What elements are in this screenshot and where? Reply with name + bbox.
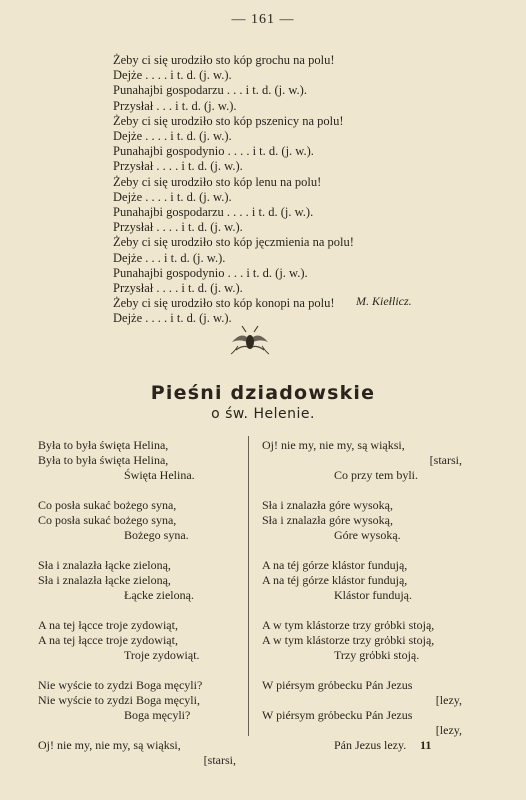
stanza	[262, 618, 462, 663]
verse-line: Sła i znalazła góre wysoką,	[262, 513, 393, 527]
song-line: Dejże . . . . i t. d. (j. w.).	[113, 189, 232, 204]
song-line: Przysłał . . . i t. d. (j. w.).	[113, 98, 237, 113]
verse-line: A na tej łącce troje zydowiąt,	[38, 633, 178, 647]
verse-line: Była to była święta Helina,	[38, 438, 169, 452]
verse-line: Co posła sukać bożego syna,	[38, 498, 177, 512]
verse-continuation: [starsi,	[203, 753, 236, 767]
song-line: Punahajbi gospodarzu . . . . i t. d. (j. w.).	[113, 205, 314, 220]
verse-refrain: Święta Helina.	[124, 468, 195, 482]
stanza	[262, 558, 462, 603]
stanza	[262, 678, 462, 753]
song-line: Punahajbi gospodarzu . . . i t. d. (j. w.).	[113, 83, 307, 98]
verse-line: W piérsym grόbecku Pán Jezus	[262, 708, 413, 722]
verse-line: A w tym klástorze trzy grόbki stoją,	[262, 618, 435, 632]
verse-refrain: Klástor fundują.	[334, 588, 412, 602]
stanza	[38, 558, 236, 603]
verse-line: Co posła sukać bożego syna,	[38, 513, 177, 527]
verse-line: A na téj górze klástor fundują,	[262, 573, 408, 587]
song-line: Żeby ci się urodziło sto kóp jęczmienia na polu!	[113, 235, 354, 250]
song-continuation	[113, 53, 354, 327]
verse-line: Sła i znalazła łącke zieloną,	[38, 558, 171, 572]
verse-refrain: Pán Jezus lezy.	[334, 738, 407, 752]
song-line: Żeby ci się urodziło sto kóp grochu na polu!	[113, 53, 335, 67]
verse-line: A w tym klástorze trzy grόbki stoją,	[262, 633, 435, 647]
stanza	[262, 438, 462, 483]
song-line: Dejże . . . i t. d. (j. w.).	[113, 250, 226, 265]
song-line: Przysłał . . . . i t. d. (j. w.).	[113, 281, 243, 296]
right-column	[262, 438, 462, 768]
page-number: — 161 —	[231, 12, 295, 27]
fly-ornament-icon	[228, 322, 272, 358]
song-line: Dejże . . . . i t. d. (j. w.).	[113, 129, 232, 144]
verse-line: A na tej łącce troje zydowiąt,	[38, 618, 178, 632]
verse-line: Nie wyście to zydzi Boga męcyli?	[38, 678, 203, 692]
verse-line: Sła i znalazła góre wysoką,	[262, 498, 393, 512]
stanza	[262, 498, 462, 543]
left-column	[38, 438, 236, 783]
stanza	[38, 618, 236, 663]
song-line: Punahajbi gospodynio . . . . i t. d. (j. w.).	[113, 144, 314, 159]
section-subtitle: o św. Helenie.	[211, 406, 315, 422]
verse-line: A na téj górze klástor fundują,	[262, 558, 408, 572]
verse-refrain: Boga męcyli?	[124, 708, 191, 722]
verse-continuation: [lezy,	[435, 723, 462, 737]
printer-signature-mark: 11	[420, 738, 432, 752]
verse-line: Oj! nie my, nie my, są wiąksi,	[262, 438, 405, 452]
song-line: Żeby ci się urodziło sto kóp konopi na polu!	[113, 296, 335, 311]
song-line: Dejże . . . . i t. d. (j. w.).	[113, 311, 232, 326]
verse-refrain: Góre wysoką.	[334, 528, 401, 542]
song-line: Punahajbi gospodynio . . . i t. d. (j. w.).	[113, 265, 308, 280]
verse-refrain: Troje zydowiąt.	[124, 648, 200, 662]
verse-line: Nie wyście to zydzi Boga męcyli,	[38, 693, 200, 707]
stanza	[38, 498, 236, 543]
verse-continuation: [lezy,	[435, 693, 462, 707]
verse-line: Była to była święta Helina,	[38, 453, 169, 467]
verse-continuation: [starsi,	[429, 453, 462, 467]
stanza	[38, 438, 236, 483]
section-title: Pieśni dziadowskie	[150, 382, 376, 404]
verse-refrain: Bożego syna.	[124, 528, 189, 542]
song-line: Przysłał . . . . i t. d. (j. w.).	[113, 220, 243, 235]
author-signature: M. Kiełlicz.	[356, 294, 412, 308]
verse-line: Sła i znalazła łącke zieloną,	[38, 573, 171, 587]
verse-line: Oj! nie my, nie my, są wiąksi,	[38, 738, 181, 752]
song-line: Żeby ci się urodziło sto kóp lenu na polu!	[113, 174, 322, 189]
verse-refrain: Łącke zieloną.	[124, 588, 194, 602]
verse-refrain: Trzy grόbki stoją.	[334, 648, 420, 662]
song-line: Żeby ci się urodziło sto kóp pszenicy na polu!	[113, 113, 344, 128]
song-line: Przysłał . . . . i t. d. (j. w.).	[113, 159, 243, 174]
stanza	[38, 738, 236, 768]
song-line: Dejże . . . . i t. d. (j. w.).	[113, 68, 232, 83]
verse-line: W piérsym grόbecku Pán Jezus	[262, 678, 413, 692]
column-divider	[248, 436, 249, 736]
verse-refrain: Co przy tem byli.	[334, 468, 418, 482]
stanza	[38, 678, 236, 723]
